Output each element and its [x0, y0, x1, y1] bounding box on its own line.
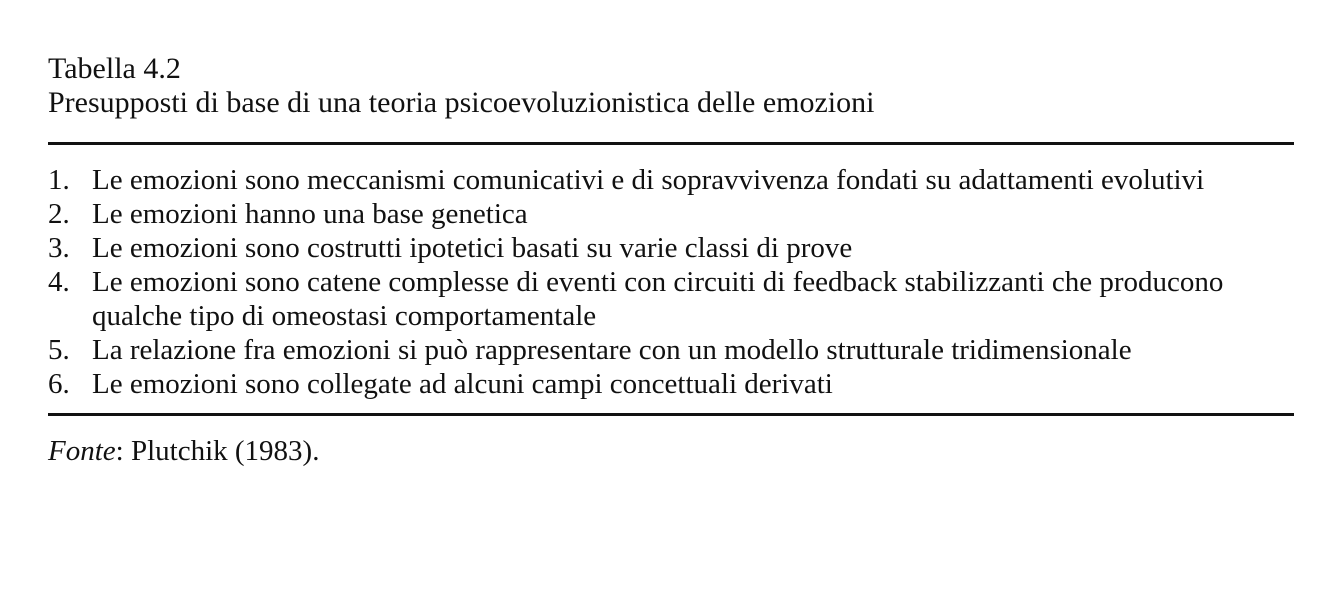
- table-document: [48, 52, 1294, 468]
- list-item: [48, 367, 1294, 401]
- source-label: Fonte: [48, 435, 116, 467]
- item-number: 6.: [48, 368, 70, 400]
- item-text: Le emozioni hanno una base genetica: [92, 198, 528, 230]
- list-item: [48, 333, 1294, 367]
- item-text: Le emozioni sono meccanismi comunicativi e di sopravvivenza fondati su adattamenti evolutivi: [92, 164, 1205, 196]
- item-text: Le emozioni sono costrutti ipotetici basati su varie classi di prove: [92, 232, 853, 264]
- table-label: Tabella 4.2: [48, 52, 181, 85]
- item-number: 3.: [48, 232, 70, 264]
- list-item: [48, 163, 1294, 197]
- item-text: La relazione fra emozioni si può rappresentare con un modello strutturale tridimensionale: [92, 334, 1132, 366]
- assumptions-list: [48, 163, 1294, 401]
- list-item: [48, 197, 1294, 231]
- item-number: 1.: [48, 164, 70, 196]
- source-note: [48, 434, 1294, 468]
- top-rule: [48, 142, 1294, 145]
- source-text: : Plutchik (1983).: [115, 435, 320, 467]
- list-item: [48, 265, 1294, 333]
- bottom-rule: [48, 413, 1294, 416]
- item-text: Le emozioni sono collegate ad alcuni campi concettuali derivati: [92, 368, 833, 400]
- item-number: 2.: [48, 198, 70, 230]
- item-text: Le emozioni sono catene complesse di eventi con circuiti di feedback stabilizzanti che producono qualche tipo di omeostasi comportamentale: [92, 266, 1224, 332]
- item-number: 5.: [48, 334, 70, 366]
- table-title: Presupposti di base di una teoria psicoevoluzionistica delle emozioni: [48, 86, 875, 119]
- list-item: [48, 231, 1294, 265]
- item-number: 4.: [48, 266, 70, 298]
